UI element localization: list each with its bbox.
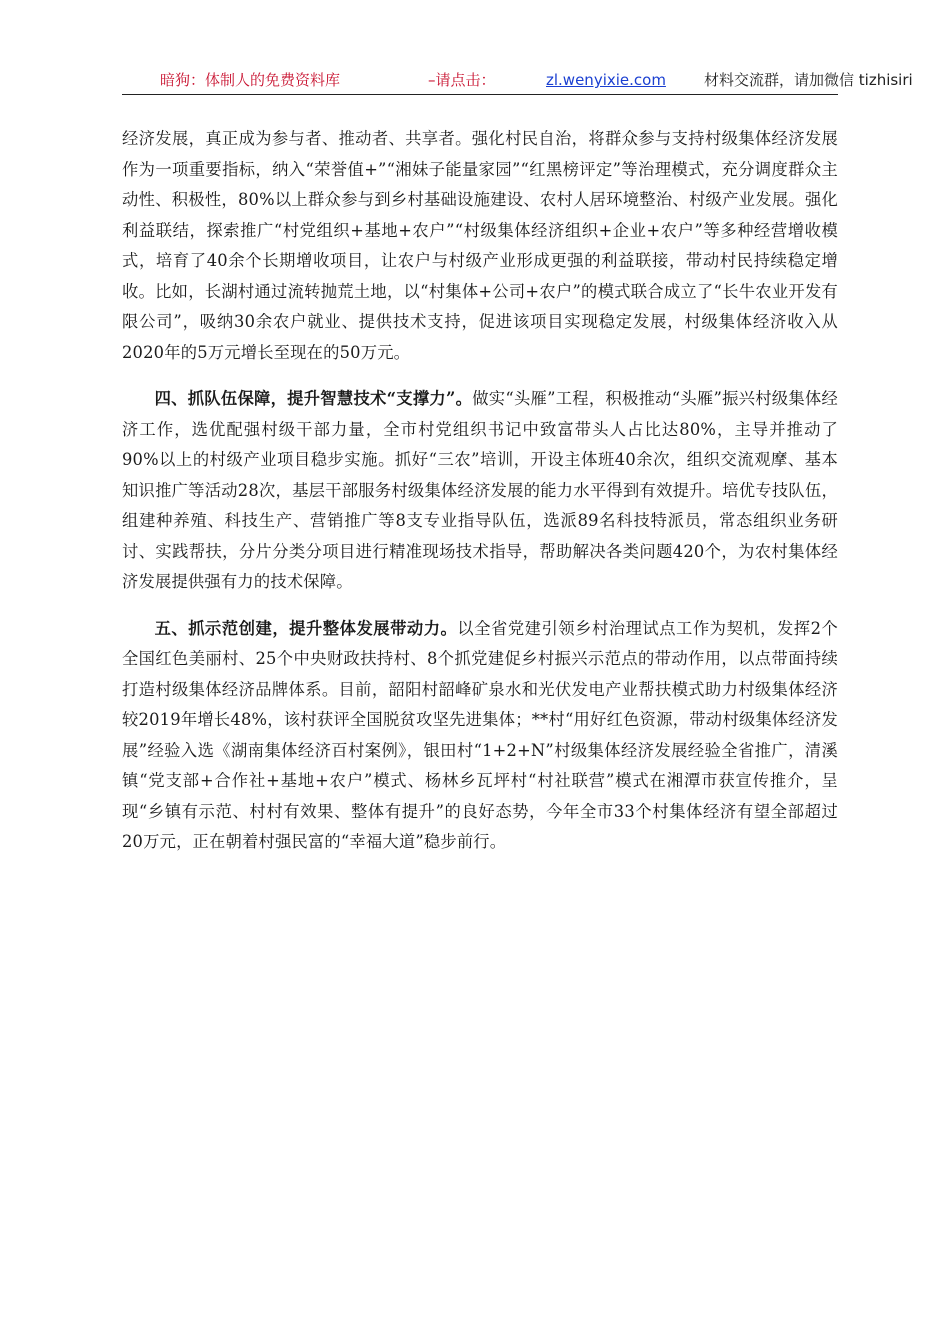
page-header: [122, 66, 913, 95]
document-body: [122, 124, 838, 874]
paragraph-2-text: 做实“头雁”工程，积极推动“头雁”振兴村级集体经济工作，选优配强村级干部力量，全市村党组织书记中致富带头人占比达80%，主导并推动了90%以上的村级产业项目稳步实施。抓好“三农”培训，开设主体班40余次，组织交流观摩、基本知识推广等活动28次，基层干部服务村级集体经济发展的能力水平得到有效提升。培优专技队伍，组建种养殖、科技生产、营销推广等8支专业指导队伍，选派89名科技特派员，常态组织业务研讨、实践帮扶，分片分类分项目进行精准现场技术指导，帮助解决各类问题420个，为农村集体经济发展提供强有力的技术保障。: [122, 389, 838, 591]
header-link[interactable]: zl.wenyixie.com: [546, 71, 666, 89]
section-5-heading: 五、抓示范创建，提升整体发展带动力。: [154, 618, 458, 638]
paragraph-1-text: 经济发展，真正成为参与者、推动者、共享者。强化村民自治，将群众参与支持村级集体经济发展作为一项重要指标，纳入“荣誉值+”“湘妹子能量家园”“红黑榜评定”等治理模式，充分调度群众主动性、积极性，80%以上群众参与到乡村基础设施建设、农村人居环境整治、村级产业发展。强化利益联结，探索推广“村党组织+基地+农户”“村级集体经济组织+企业+农户”等多种经营增收模式，培育了40余个长期增收项目，让农户与村级产业形成更强的利益联接，带动村民持续稳定增收。比如，长湖村通过流转抛荒土地，以“村集体+公司+农户”的模式联合成立了“长牛农业开发有限公司”，吸纳30余农户就业、提供技术支持，促进该项目实现稳定发展，村级集体经济收入从2020年的5万元增长至现在的50万元。: [122, 129, 838, 362]
paragraph-2: [122, 384, 838, 598]
section-4-heading: 四、抓队伍保障，提升智慧技术“支撑力”。: [154, 389, 473, 408]
paragraph-3-text: 以全省党建引领乡村治理试点工作为契机，发挥2个全国红色美丽村、25个中央财政扶持村、8个抓党建促乡村振兴示范点的带动作用，以点带面持续打造村级集体经济品牌体系。目前，韶阳村韶峰矿泉水和光伏发电产业帮扶模式助力村级集体经济较2019年增长48%，该村获评全国脱贫攻坚先进集体；**村“用好红色资源，带动村级集体经济发展”经验入选《湖南集体经济百村案例》，银田村“1+2+N”村级集体经济发展经验全省推广，清溪镇“党支部+合作社+基地+农户”模式、杨林乡瓦坪村“村社联营”模式在湘潭市获宣传推介，呈现“乡镇有示范、村村有效果、整体有提升”的良好态势，今年全市33个村集体经济有望全部超过20万元，正在朝着村强民富的“幸福大道”稳步前行。: [122, 618, 838, 851]
header-group-info: 材料交流群，请加微信 tizhisiri: [704, 71, 913, 89]
paragraph-3: [122, 614, 838, 858]
paragraph-1: [122, 124, 838, 368]
header-brand: 暗狗：体制人的免费资料库: [160, 71, 341, 89]
header-prompt: –请点击：: [428, 71, 496, 89]
